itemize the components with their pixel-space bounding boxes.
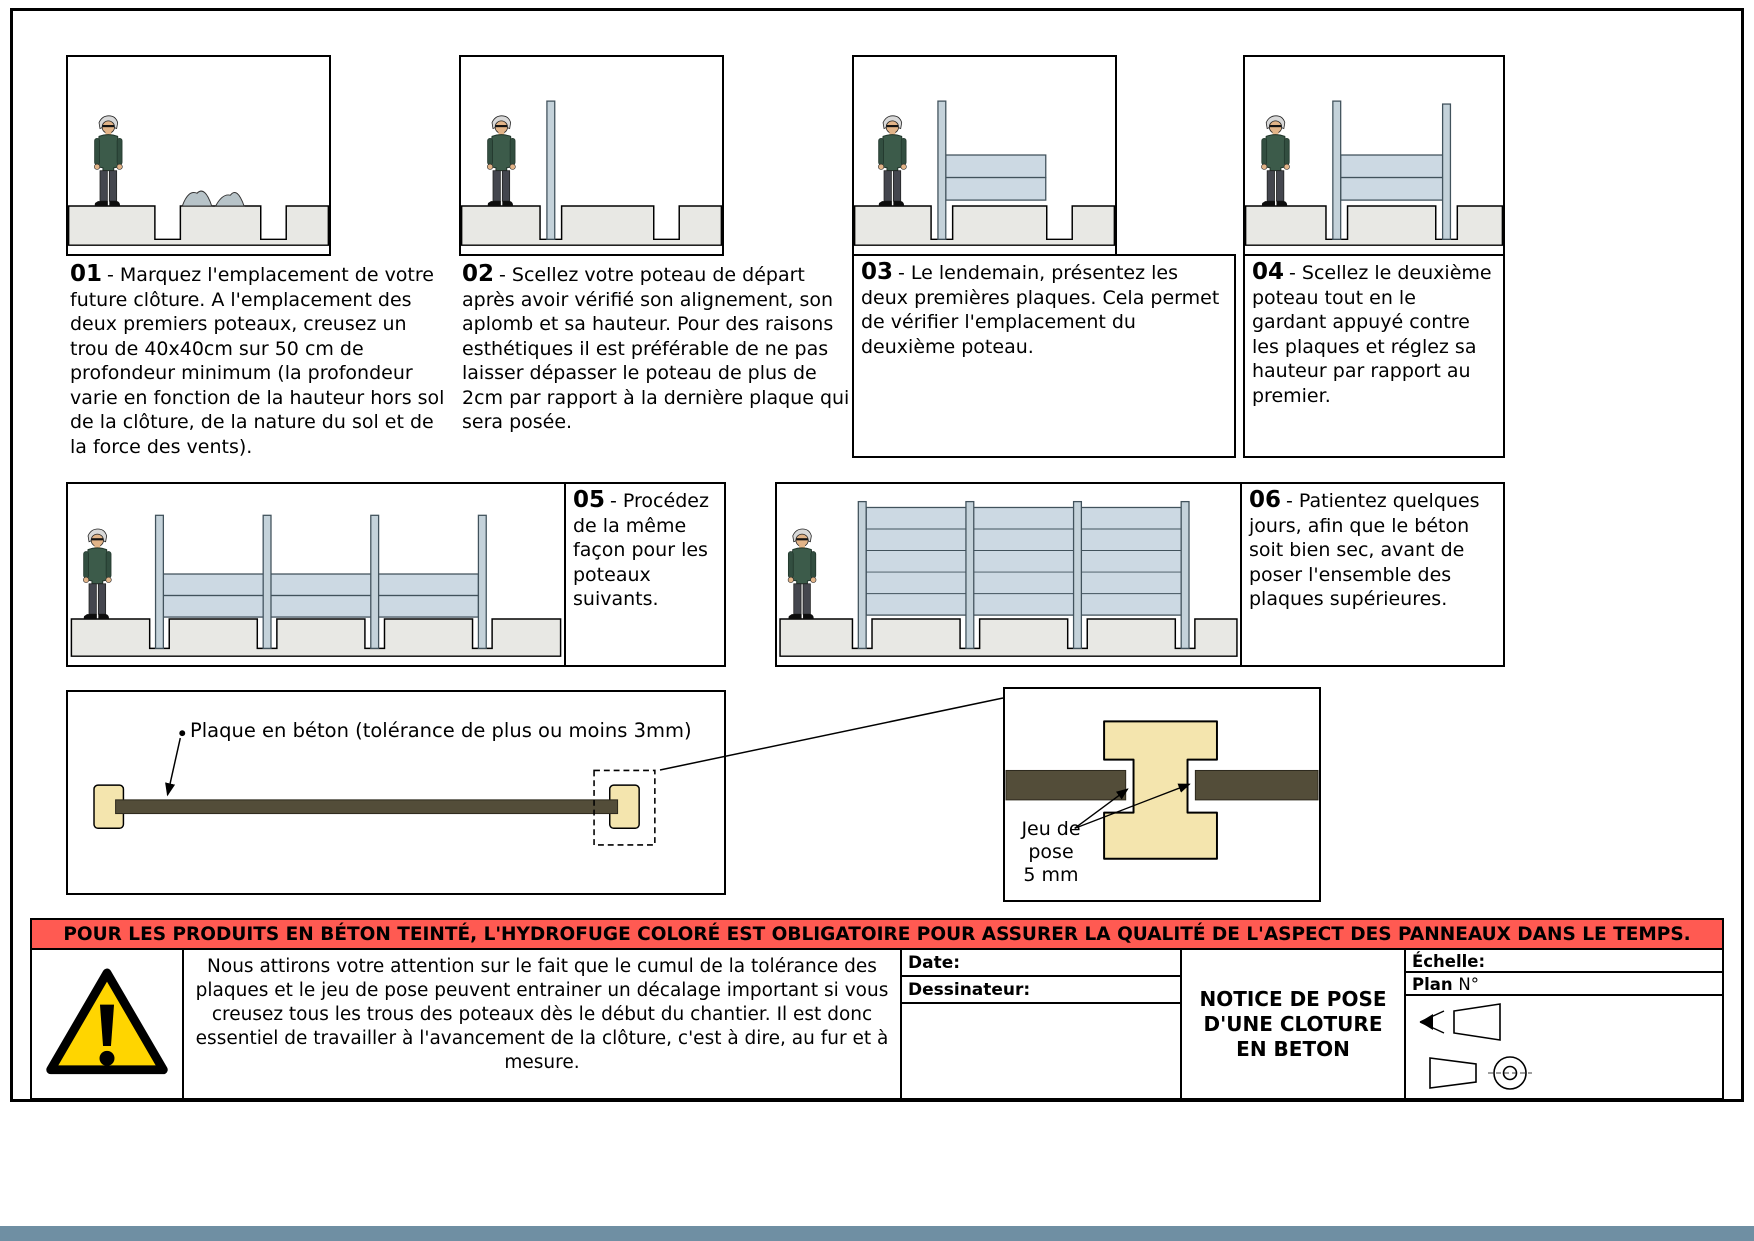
concrete-plate-edge [116, 800, 618, 814]
ground [855, 206, 1115, 245]
projection-method-symbol [1414, 1000, 1564, 1100]
warning-triangle-cell [32, 950, 184, 1098]
step-number: 04 [1252, 259, 1285, 285]
concrete-plate [946, 155, 1046, 178]
step-number: 05 [573, 487, 606, 513]
zoom-connector-line [636, 686, 1008, 790]
ground [69, 206, 329, 245]
fence-post [966, 502, 974, 649]
concrete-plate [946, 178, 1046, 201]
ground [1246, 206, 1503, 245]
concrete-plate-stack [866, 507, 1181, 615]
warning-triangle-icon [41, 962, 173, 1086]
step-body: - Marquez l'emplacement de votre future clôture. A l'emplacement des deux premiers poteaux, creusez un trou de 40x40cm sur 50 cm de profondeur minimum (la profondeur varie en fonction de la hauteur hors sol de la clôture, de la nature du sol et de la force des vents). [70, 264, 445, 458]
concrete-plate [1341, 178, 1443, 201]
step-text-05 [564, 482, 726, 667]
ground [780, 619, 1237, 656]
fence-post [938, 101, 946, 239]
warning-banner: POUR LES PRODUITS EN BÉTON TEINTÉ, L'HYDROFUGE COLORÉ EST OBLIGATOIRE POUR ASSURER LA QUALITÉ DE L'ASPECT DES PANNEAUX DANS LE TEMPS. [32, 920, 1722, 950]
worker-figure [487, 116, 515, 206]
step-body: - Patientez quelques jours, afin que le béton soit bien sec, avant de poser l'ensemble des plaques supérieures. [1249, 490, 1480, 610]
fence-post [1443, 104, 1451, 239]
fence-post [478, 515, 486, 648]
fence-post [1181, 502, 1189, 649]
date-field: Date: [902, 950, 1180, 977]
dirt-mound [182, 191, 211, 206]
worker-figure [878, 116, 906, 206]
step2-illustration [459, 55, 724, 256]
scale-field: Échelle: [1406, 950, 1722, 973]
caution-paragraph: Nous attirons votre attention sur le fait que le cumul de la tolérance des plaques et le jeu de pose peuvent entrainer un décalage important si vous creusez tous les trous des poteaux dès le début du chantier. Il est donc essentiel de travailler à l'avancement de la clôture, c'est à dire, au fur et à mesure. [184, 950, 902, 1098]
ground [462, 206, 722, 245]
fence-post [371, 515, 379, 648]
fence-post [156, 515, 164, 648]
step-body: - Le lendemain, présentez les deux premières plaques. Cela permet de vérifier l'emplacement du deuxième poteau. [861, 262, 1220, 358]
step-number: 01 [70, 261, 103, 287]
step-text-06 [1240, 482, 1505, 667]
step4-illustration [1243, 55, 1505, 256]
concrete-plate [1341, 155, 1443, 178]
step-number: 06 [1249, 487, 1282, 513]
step1-illustration [66, 55, 331, 256]
fence-post [263, 515, 271, 648]
fence-post [547, 101, 555, 239]
step-body: - Procédez de la même façon pour les poteaux suivants. [573, 490, 709, 610]
worker-figure [1261, 116, 1289, 206]
plate-tolerance-label: Plaque en béton (tolérance de plus ou moins 3mm) [190, 719, 692, 742]
step-body: - Scellez le deuxième poteau tout en le gardant appuyé contre les plaques et réglez sa hauteur par rapport au premier. [1252, 262, 1492, 407]
designer-field: Dessinateur: [902, 977, 1180, 1004]
step-text-04 [1243, 254, 1505, 458]
ground [71, 619, 560, 656]
fence-post [1074, 502, 1082, 649]
scan-edge-strip [0, 1226, 1754, 1241]
title-block [30, 918, 1724, 1100]
step-number: 03 [861, 259, 894, 285]
fence-post [1333, 101, 1341, 239]
step-text-03 [852, 254, 1236, 458]
label-arrow [168, 738, 181, 795]
step-text-02 [462, 262, 850, 435]
worker-figure [788, 529, 816, 619]
document-title: NOTICE DE POSE D'UNE CLOTURE EN BETON [1182, 950, 1406, 1098]
plan-number-field: Plan N° [1406, 973, 1722, 996]
worker-figure [94, 116, 122, 206]
concrete-plate [163, 596, 478, 618]
worker-figure [83, 529, 111, 619]
joint-gap-label: Jeu de pose 5 mm [1021, 818, 1081, 886]
dirt-mound [216, 192, 244, 206]
step-number: 02 [462, 261, 495, 287]
concrete-plate-end [1006, 770, 1126, 799]
step5-illustration [66, 482, 566, 667]
step6-illustration [775, 482, 1242, 667]
concrete-plate-end [1195, 770, 1318, 799]
step-body: - Scellez votre poteau de départ après avoir vérifié son alignement, son aplomb et sa hauteur. Pour des raisons esthétiques il est préférable de ne pas laisser dépasser le poteau de plus de 2cm par rapport à la dernière plaque qui sera posée. [462, 264, 850, 433]
fence-post [858, 502, 866, 649]
step3-illustration [852, 55, 1117, 256]
date-designer-cell [902, 950, 1182, 1098]
scale-plan-cell [1406, 950, 1722, 1098]
label-bullet [179, 730, 185, 736]
concrete-plate [163, 574, 478, 596]
step-text-01 [70, 262, 450, 459]
